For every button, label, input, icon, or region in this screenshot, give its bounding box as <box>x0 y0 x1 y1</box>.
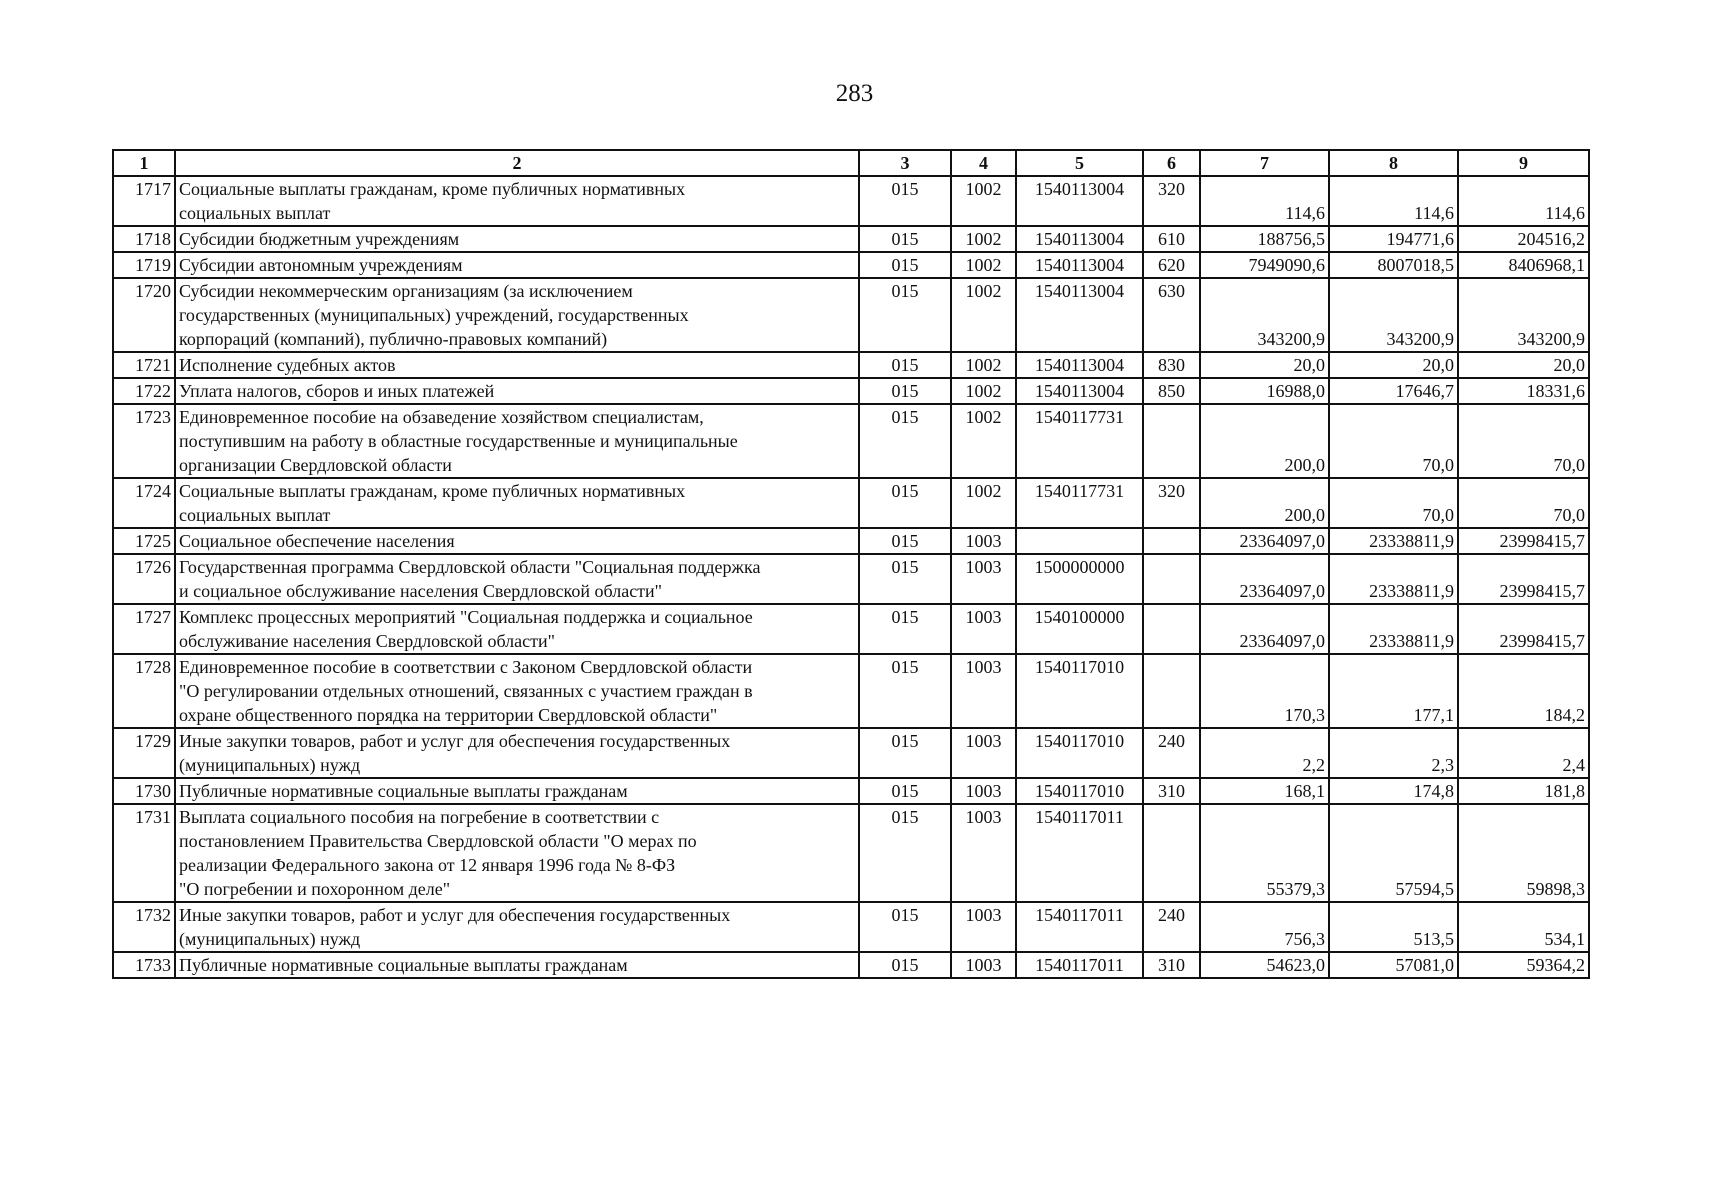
cell-col4: 1002 <box>951 378 1016 404</box>
row-number: 1728 <box>113 654 175 728</box>
cell-col6: 620 <box>1143 252 1200 278</box>
cell-col5: 1540117011 <box>1016 952 1143 978</box>
cell-col5: 1540113004 <box>1016 252 1143 278</box>
header-cell: 1 <box>113 150 175 176</box>
cell-col4: 1002 <box>951 226 1016 252</box>
cell-col6: 830 <box>1143 352 1200 378</box>
cell-col8: 177,1 <box>1329 654 1458 728</box>
table-row <box>113 252 1589 278</box>
table-row <box>113 478 1589 528</box>
cell-col9: 343200,9 <box>1458 278 1589 352</box>
cell-col8: 513,5 <box>1329 902 1458 952</box>
header-cell: 7 <box>1200 150 1329 176</box>
cell-col9: 18331,6 <box>1458 378 1589 404</box>
cell-col6 <box>1143 404 1200 478</box>
cell-col8: 23338811,9 <box>1329 604 1458 654</box>
cell-col4: 1002 <box>951 252 1016 278</box>
row-number: 1731 <box>113 804 175 902</box>
cell-col9: 23998415,7 <box>1458 604 1589 654</box>
cell-col3: 015 <box>859 554 951 604</box>
cell-col4: 1003 <box>951 554 1016 604</box>
cell-col3: 015 <box>859 176 951 226</box>
cell-col7: 188756,5 <box>1200 226 1329 252</box>
page-number: 283 <box>835 80 874 107</box>
row-number: 1727 <box>113 604 175 654</box>
table-row <box>113 804 1589 902</box>
cell-col9: 8406968,1 <box>1458 252 1589 278</box>
cell-col7: 168,1 <box>1200 778 1329 804</box>
cell-col7: 23364097,0 <box>1200 604 1329 654</box>
row-name: Исполнение судебных актов <box>175 352 859 378</box>
table-row <box>113 528 1589 554</box>
cell-col7: 7949090,6 <box>1200 252 1329 278</box>
cell-col3: 015 <box>859 378 951 404</box>
cell-col6 <box>1143 604 1200 654</box>
cell-col7: 20,0 <box>1200 352 1329 378</box>
row-name: Социальные выплаты гражданам, кроме публичных нормативных социальных выплат <box>175 478 859 528</box>
header-cell: 4 <box>951 150 1016 176</box>
cell-col8: 2,3 <box>1329 728 1458 778</box>
cell-col5: 1540113004 <box>1016 226 1143 252</box>
header-cell: 6 <box>1143 150 1200 176</box>
row-number: 1718 <box>113 226 175 252</box>
cell-col3: 015 <box>859 728 951 778</box>
table-body <box>113 176 1589 978</box>
cell-col7: 114,6 <box>1200 176 1329 226</box>
cell-col8: 57594,5 <box>1329 804 1458 902</box>
cell-col4: 1003 <box>951 952 1016 978</box>
cell-col3: 015 <box>859 952 951 978</box>
row-name: Публичные нормативные социальные выплаты гражданам <box>175 778 859 804</box>
header-cell: 3 <box>859 150 951 176</box>
row-number: 1719 <box>113 252 175 278</box>
cell-col4: 1003 <box>951 804 1016 902</box>
cell-col5: 1540113004 <box>1016 176 1143 226</box>
cell-col9: 114,6 <box>1458 176 1589 226</box>
row-number: 1723 <box>113 404 175 478</box>
cell-col3: 015 <box>859 654 951 728</box>
table-row <box>113 654 1589 728</box>
cell-col9: 534,1 <box>1458 902 1589 952</box>
row-number: 1722 <box>113 378 175 404</box>
cell-col5: 1540113004 <box>1016 352 1143 378</box>
table-row <box>113 352 1589 378</box>
cell-col5: 1540117010 <box>1016 778 1143 804</box>
row-name: Уплата налогов, сборов и иных платежей <box>175 378 859 404</box>
cell-col4: 1002 <box>951 352 1016 378</box>
cell-col6: 850 <box>1143 378 1200 404</box>
cell-col8: 174,8 <box>1329 778 1458 804</box>
cell-col6: 310 <box>1143 952 1200 978</box>
row-number: 1724 <box>113 478 175 528</box>
row-name: Выплата социального пособия на погребение в соответствии с постановлением Правительства Свердловской области "О мерах по реализации Федерального закона от 12 января 1996 года № 8-ФЗ "О погребении и похоронном деле" <box>175 804 859 902</box>
cell-col4: 1003 <box>951 728 1016 778</box>
cell-col8: 343200,9 <box>1329 278 1458 352</box>
cell-col3: 015 <box>859 226 951 252</box>
budget-table <box>112 149 1590 979</box>
cell-col4: 1002 <box>951 404 1016 478</box>
row-number: 1732 <box>113 902 175 952</box>
row-name: Субсидии автономным учреждениям <box>175 252 859 278</box>
row-number: 1725 <box>113 528 175 554</box>
cell-col4: 1003 <box>951 778 1016 804</box>
cell-col7: 2,2 <box>1200 728 1329 778</box>
cell-col5: 1540117011 <box>1016 902 1143 952</box>
cell-col3: 015 <box>859 604 951 654</box>
table-row <box>113 404 1589 478</box>
row-number: 1726 <box>113 554 175 604</box>
cell-col5 <box>1016 528 1143 554</box>
cell-col4: 1002 <box>951 278 1016 352</box>
row-name: Иные закупки товаров, работ и услуг для обеспечения государственных (муниципальных) нужд <box>175 902 859 952</box>
header-row <box>113 150 1589 176</box>
cell-col4: 1002 <box>951 176 1016 226</box>
cell-col7: 23364097,0 <box>1200 528 1329 554</box>
cell-col6: 310 <box>1143 778 1200 804</box>
cell-col9: 2,4 <box>1458 728 1589 778</box>
cell-col9: 181,8 <box>1458 778 1589 804</box>
row-name: Единовременное пособие на обзаведение хозяйством специалистам, поступившим на работу в областные государственные и муниципальные организации Свердловской области <box>175 404 859 478</box>
row-name: Субсидии некоммерческим организациям (за исключением государственных (муниципальных) учреждений, государственных корпораций (компаний), публично-правовых компаний) <box>175 278 859 352</box>
cell-col8: 57081,0 <box>1329 952 1458 978</box>
cell-col6: 610 <box>1143 226 1200 252</box>
cell-col4: 1003 <box>951 528 1016 554</box>
table-row <box>113 952 1589 978</box>
cell-col6: 320 <box>1143 176 1200 226</box>
cell-col3: 015 <box>859 478 951 528</box>
table-row <box>113 554 1589 604</box>
table-row <box>113 902 1589 952</box>
cell-col6 <box>1143 654 1200 728</box>
table-row <box>113 728 1589 778</box>
cell-col5: 1540113004 <box>1016 378 1143 404</box>
row-number: 1730 <box>113 778 175 804</box>
row-name: Публичные нормативные социальные выплаты гражданам <box>175 952 859 978</box>
cell-col4: 1003 <box>951 902 1016 952</box>
cell-col6: 240 <box>1143 902 1200 952</box>
cell-col7: 55379,3 <box>1200 804 1329 902</box>
cell-col6 <box>1143 554 1200 604</box>
row-name: Социальные выплаты гражданам, кроме публичных нормативных социальных выплат <box>175 176 859 226</box>
cell-col5: 1500000000 <box>1016 554 1143 604</box>
table-row <box>113 176 1589 226</box>
cell-col8: 20,0 <box>1329 352 1458 378</box>
cell-col7: 343200,9 <box>1200 278 1329 352</box>
cell-col7: 23364097,0 <box>1200 554 1329 604</box>
header-cell: 8 <box>1329 150 1458 176</box>
cell-col4: 1003 <box>951 654 1016 728</box>
cell-col8: 8007018,5 <box>1329 252 1458 278</box>
row-number: 1717 <box>113 176 175 226</box>
row-number: 1720 <box>113 278 175 352</box>
cell-col9: 70,0 <box>1458 478 1589 528</box>
cell-col9: 20,0 <box>1458 352 1589 378</box>
cell-col3: 015 <box>859 804 951 902</box>
cell-col6: 630 <box>1143 278 1200 352</box>
cell-col8: 70,0 <box>1329 478 1458 528</box>
cell-col9: 23998415,7 <box>1458 554 1589 604</box>
cell-col5: 1540113004 <box>1016 278 1143 352</box>
cell-col6: 320 <box>1143 478 1200 528</box>
cell-col9: 59898,3 <box>1458 804 1589 902</box>
cell-col8: 17646,7 <box>1329 378 1458 404</box>
cell-col3: 015 <box>859 404 951 478</box>
cell-col4: 1003 <box>951 604 1016 654</box>
cell-col8: 23338811,9 <box>1329 528 1458 554</box>
table-row <box>113 378 1589 404</box>
cell-col3: 015 <box>859 528 951 554</box>
cell-col9: 184,2 <box>1458 654 1589 728</box>
cell-col6: 240 <box>1143 728 1200 778</box>
table-row <box>113 604 1589 654</box>
cell-col5: 1540117731 <box>1016 404 1143 478</box>
row-name: Государственная программа Свердловской области "Социальная поддержка и социальное обслуживание населения Свердловской области" <box>175 554 859 604</box>
cell-col9: 23998415,7 <box>1458 528 1589 554</box>
table-row <box>113 778 1589 804</box>
cell-col8: 70,0 <box>1329 404 1458 478</box>
row-number: 1721 <box>113 352 175 378</box>
cell-col8: 114,6 <box>1329 176 1458 226</box>
cell-col7: 16988,0 <box>1200 378 1329 404</box>
header-cell: 9 <box>1458 150 1589 176</box>
row-name: Единовременное пособие в соответствии с Законом Свердловской области "О регулировании отдельных отношений, связанных с участием граждан в охране общественного порядка на территории Свердловской области" <box>175 654 859 728</box>
row-number: 1733 <box>113 952 175 978</box>
cell-col9: 59364,2 <box>1458 952 1589 978</box>
table-row <box>113 226 1589 252</box>
row-number: 1729 <box>113 728 175 778</box>
row-name: Социальное обеспечение населения <box>175 528 859 554</box>
cell-col5: 1540117011 <box>1016 804 1143 902</box>
cell-col7: 200,0 <box>1200 404 1329 478</box>
cell-col3: 015 <box>859 352 951 378</box>
cell-col3: 015 <box>859 902 951 952</box>
cell-col7: 200,0 <box>1200 478 1329 528</box>
cell-col5: 1540117010 <box>1016 728 1143 778</box>
row-name: Комплекс процессных мероприятий "Социальная поддержка и социальное обслуживание населения Свердловской области" <box>175 604 859 654</box>
cell-col7: 170,3 <box>1200 654 1329 728</box>
cell-col5: 1540117010 <box>1016 654 1143 728</box>
cell-col5: 1540117731 <box>1016 478 1143 528</box>
cell-col6 <box>1143 804 1200 902</box>
table-row <box>113 278 1589 352</box>
cell-col5: 1540100000 <box>1016 604 1143 654</box>
row-name: Субсидии бюджетным учреждениям <box>175 226 859 252</box>
cell-col9: 204516,2 <box>1458 226 1589 252</box>
cell-col8: 23338811,9 <box>1329 554 1458 604</box>
header-cell: 5 <box>1016 150 1143 176</box>
cell-col3: 015 <box>859 778 951 804</box>
cell-col7: 756,3 <box>1200 902 1329 952</box>
cell-col4: 1002 <box>951 478 1016 528</box>
cell-col6 <box>1143 528 1200 554</box>
cell-col7: 54623,0 <box>1200 952 1329 978</box>
cell-col9: 70,0 <box>1458 404 1589 478</box>
cell-col3: 015 <box>859 278 951 352</box>
row-name: Иные закупки товаров, работ и услуг для обеспечения государственных (муниципальных) нужд <box>175 728 859 778</box>
header-cell: 2 <box>175 150 859 176</box>
cell-col3: 015 <box>859 252 951 278</box>
cell-col8: 194771,6 <box>1329 226 1458 252</box>
